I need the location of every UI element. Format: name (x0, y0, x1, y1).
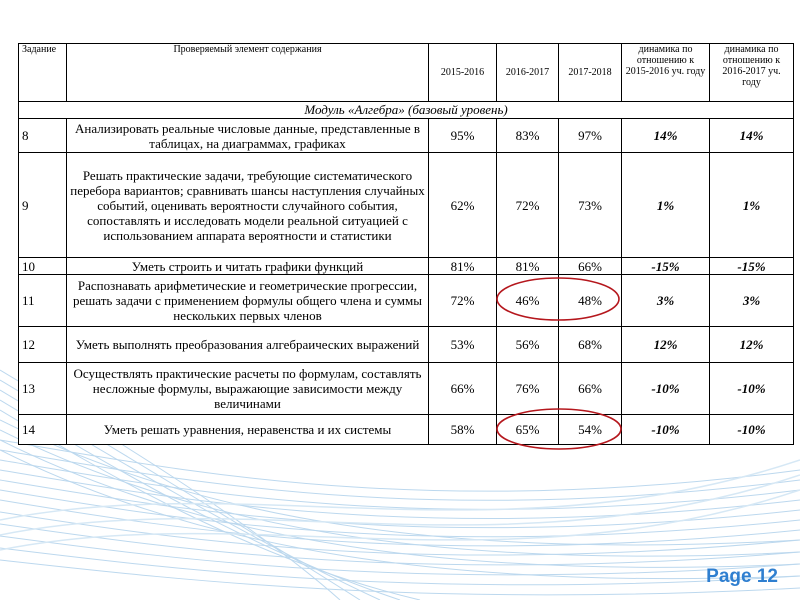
header-year-2017: 2017-2018 (559, 44, 622, 102)
result-2017: 68% (559, 327, 622, 363)
task-number: 9 (19, 153, 67, 258)
dynamics-vs-2015: -10% (622, 415, 710, 445)
section-title: Модуль «Алгебра» (базовый уровень) (19, 102, 794, 119)
dynamics-vs-2016: 12% (710, 327, 794, 363)
task-description: Анализировать реальные числовые данные, представленные в таблицах, на диаграммах, графиках (67, 119, 429, 153)
result-2015: 66% (429, 363, 497, 415)
task-number: 13 (19, 363, 67, 415)
result-2017: 66% (559, 258, 622, 275)
task-number: 11 (19, 275, 67, 327)
task-description: Осуществлять практические расчеты по формулам, составлять несложные формулы, выражающие зависимости между величинами (67, 363, 429, 415)
task-number: 14 (19, 415, 67, 445)
result-2015: 62% (429, 153, 497, 258)
results-table (18, 43, 794, 445)
result-2017: 48% (559, 275, 622, 327)
section-row (19, 102, 794, 119)
task-description: Уметь выполнять преобразования алгебраических выражений (67, 327, 429, 363)
dynamics-vs-2016: 14% (710, 119, 794, 153)
dynamics-vs-2016: -10% (710, 363, 794, 415)
table-row (19, 363, 794, 415)
header-row (19, 44, 794, 102)
result-2016: 83% (497, 119, 559, 153)
header-year-2015: 2015-2016 (429, 44, 497, 102)
table-row (19, 327, 794, 363)
result-2015: 72% (429, 275, 497, 327)
result-2017: 54% (559, 415, 622, 445)
task-number: 10 (19, 258, 67, 275)
result-2017: 66% (559, 363, 622, 415)
result-2017: 97% (559, 119, 622, 153)
header-year-2016: 2016-2017 (497, 44, 559, 102)
table-row (19, 153, 794, 258)
task-description: Уметь строить и читать графики функций (67, 258, 429, 275)
dynamics-vs-2015: -15% (622, 258, 710, 275)
table-row (19, 119, 794, 153)
header-task: Задание (19, 44, 67, 102)
dynamics-vs-2015: 1% (622, 153, 710, 258)
result-2016: 46% (497, 275, 559, 327)
task-description: Распознавать арифметические и геометрические прогрессии, решать задачи с применением формулы общего члена и суммы нескольких первых членов (67, 275, 429, 327)
result-2016: 72% (497, 153, 559, 258)
header-dynamics-2016: динамика по отношению к 2016-2017 уч. году (710, 44, 794, 102)
header-element: Проверяемый элемент содержания (67, 44, 429, 102)
task-number: 12 (19, 327, 67, 363)
task-description: Решать практические задачи, требующие систематического перебора вариантов; сравнивать шансы наступления случайных событий, оценивать вероятности случайного события, сопоставлять и исследовать модели реальной ситуацией с использованием аппарата вероятности и статистики (67, 153, 429, 258)
result-2017: 73% (559, 153, 622, 258)
result-2015: 58% (429, 415, 497, 445)
task-number: 8 (19, 119, 67, 153)
result-2016: 81% (497, 258, 559, 275)
dynamics-vs-2015: 14% (622, 119, 710, 153)
result-2016: 65% (497, 415, 559, 445)
task-description: Уметь решать уравнения, неравенства и их системы (67, 415, 429, 445)
table-row (19, 275, 794, 327)
header-dynamics-2015: динамика по отношению к 2015-2016 уч. году (622, 44, 710, 102)
table-row (19, 415, 794, 445)
dynamics-vs-2016: 3% (710, 275, 794, 327)
page-number: Page 12 (706, 566, 778, 587)
dynamics-vs-2016: -15% (710, 258, 794, 275)
result-2015: 81% (429, 258, 497, 275)
dynamics-vs-2015: 3% (622, 275, 710, 327)
table-row (19, 258, 794, 275)
result-2016: 76% (497, 363, 559, 415)
dynamics-vs-2016: 1% (710, 153, 794, 258)
dynamics-vs-2016: -10% (710, 415, 794, 445)
result-2016: 56% (497, 327, 559, 363)
result-2015: 95% (429, 119, 497, 153)
dynamics-vs-2015: 12% (622, 327, 710, 363)
dynamics-vs-2015: -10% (622, 363, 710, 415)
result-2015: 53% (429, 327, 497, 363)
